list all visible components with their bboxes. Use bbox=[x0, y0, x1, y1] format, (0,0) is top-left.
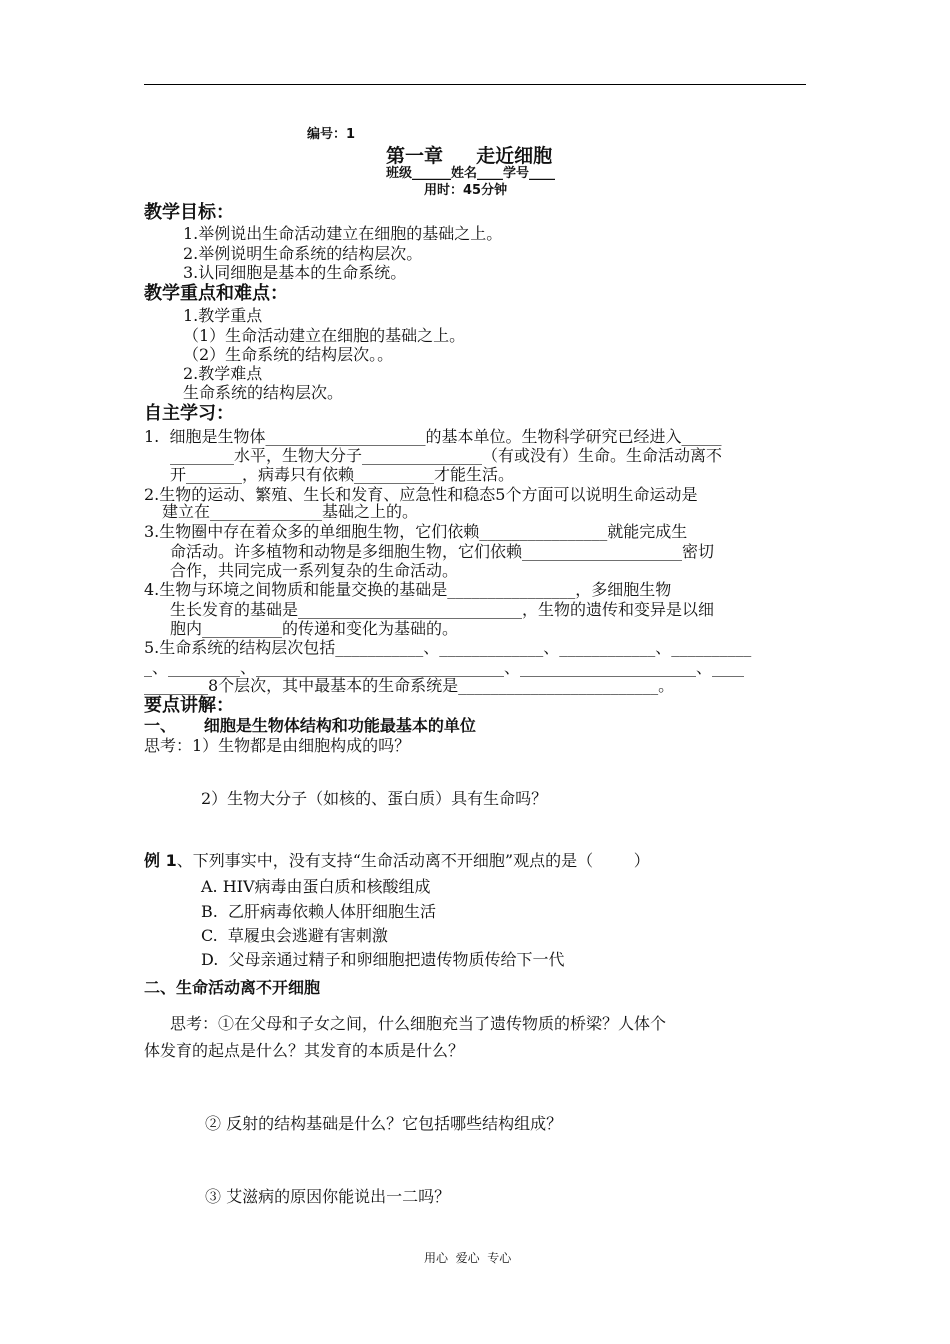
self-study-line: ________水平，生物大分子_______________（有或没有）生命。生命活动离不 bbox=[170, 446, 723, 465]
self-study-line: 1. 细胞是生物体____________________的基本单位。生物科学研究已经进入_____ bbox=[144, 427, 722, 446]
self-study-heading: 自主学习： bbox=[144, 403, 234, 424]
section-1-title: 一、 细胞是生物体结构和功能最基本的单位 bbox=[144, 716, 476, 735]
page-footer: 用心 爱心 专心 bbox=[424, 1251, 512, 1265]
header-rule bbox=[144, 84, 806, 85]
option-c: C. 草履虫会逃避有害刺激 bbox=[201, 926, 388, 945]
self-study-line: 合作，共同完成一系列复杂的生命活动。 bbox=[170, 561, 459, 580]
key-point-line: 2.教学难点 bbox=[183, 364, 263, 383]
self-study-line: 3.生物圈中存在着众多的单细胞生物，它们依赖________________就能完成生 bbox=[144, 522, 688, 541]
example-label: 例 1 bbox=[144, 851, 177, 870]
think-question-1: 思考：1）生物都是由细胞构成的吗？ bbox=[144, 736, 411, 755]
option-d: D. 父母亲通过精子和卵细胞把遗传物质传给下一代 bbox=[201, 950, 565, 969]
objective-item: 2.举例说明生命系统的结构层次。 bbox=[183, 244, 423, 263]
self-study-line: 胞内__________的传递和变化为基础的。 bbox=[170, 619, 459, 638]
think-question-3-line-2: 体发育的起点是什么？其发育的本质是什么？ bbox=[144, 1041, 465, 1060]
objective-item: 3.认同细胞是基本的生命系统。 bbox=[183, 263, 407, 282]
self-study-line: 2.生物的运动、繁殖、生长和发育、应急性和稳态5个方面可以说明生命运动是 bbox=[144, 485, 698, 504]
self-study-line: 开_______，病毒只有依赖__________才能生活。 bbox=[170, 465, 515, 484]
objective-item: 1.举例说出生命活动建立在细胞的基础之上。 bbox=[183, 224, 503, 243]
self-study-line: 5.生命系统的结构层次包括___________、_____________、____________、__________ bbox=[144, 638, 752, 657]
key-points-heading: 教学重点和难点： bbox=[144, 283, 288, 304]
think-question-5: ③ 艾滋病的原因你能说出一二吗？ bbox=[205, 1187, 451, 1206]
key-point-line: 生命系统的结构层次。 bbox=[183, 383, 344, 402]
key-point-line: （1）生命活动建立在细胞的基础之上。 bbox=[183, 326, 466, 345]
time-limit: 用时：45分钟 bbox=[424, 183, 508, 198]
option-b: B. 乙肝病毒依赖人体肝细胞生活 bbox=[201, 902, 437, 921]
key-point-line: 1.教学重点 bbox=[183, 306, 263, 325]
chapter-title: 第一章 走近细胞 bbox=[386, 145, 553, 167]
self-study-line: 命活动。许多植物和动物是多细胞生物，它们依赖____________________密切 bbox=[170, 542, 715, 561]
student-info-fields: 班级______姓名____学号____ bbox=[386, 166, 556, 181]
section-2-title: 二、生命活动离不开细胞 bbox=[144, 978, 321, 997]
think-question-2: 2）生物大分子（如核的、蛋白质）具有生命吗？ bbox=[201, 789, 548, 808]
self-study-line: 生长发育的基础是____________________________，生物的遗传和变异是以细 bbox=[170, 600, 715, 619]
self-study-line: ________8个层次，其中最基本的生命系统是_________________________。 bbox=[144, 676, 675, 695]
self-study-line: 4.生物与环境之间物质和能量交换的基础是________________，多细胞生物 bbox=[144, 580, 672, 599]
key-explain-heading: 要点讲解： bbox=[144, 695, 234, 716]
serial-number: 编号：1 bbox=[307, 127, 356, 142]
objectives-heading: 教学目标： bbox=[144, 202, 234, 223]
self-study-line: 建立在______________基础之上的。 bbox=[162, 502, 419, 521]
example-1 bbox=[144, 851, 650, 871]
think-question-4: ② 反射的结构基础是什么？它包括哪些结构组成？ bbox=[205, 1114, 563, 1133]
option-a: A. HIV病毒由蛋白质和核酸组成 bbox=[201, 877, 431, 896]
example-question: 、下列事实中，没有支持“生命活动离不开细胞”观点的是（ ） bbox=[176, 851, 650, 870]
think-question-3-line-1: 思考：①在父母和子女之间，什么细胞充当了遗传物质的桥梁？人体个 bbox=[170, 1014, 667, 1033]
self-study-line: _、_________、_______________________________、______________________、____ bbox=[144, 658, 744, 677]
key-point-line: （2）生命系统的结构层次。。 bbox=[183, 345, 394, 364]
